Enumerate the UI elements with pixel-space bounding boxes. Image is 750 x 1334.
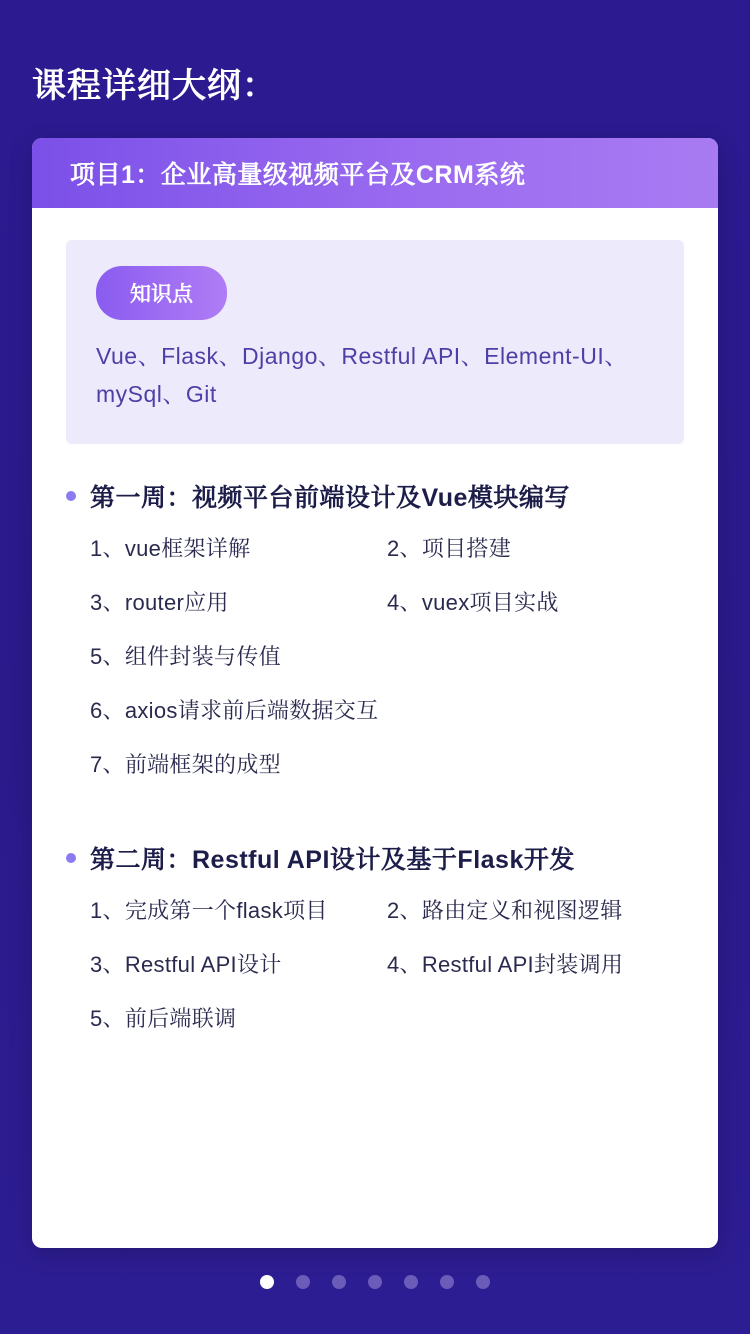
knowledge-points-box <box>66 240 684 444</box>
bullet-icon <box>66 853 76 863</box>
knowledge-points-badge: 知识点 <box>96 266 227 320</box>
list-item: 3、Restful API设计 <box>90 951 282 977</box>
list-item: 1、完成第一个flask项目 <box>90 897 328 923</box>
week-title-1 <box>66 478 684 514</box>
week-2-items <box>66 884 684 1046</box>
list-item: 3、router应用 <box>90 589 229 615</box>
section-divider <box>66 792 684 834</box>
bullet-icon <box>66 491 76 501</box>
pagination-dot-5[interactable] <box>404 1275 418 1289</box>
week-section-1 <box>66 478 684 792</box>
knowledge-points-text: Vue、Flask、Django、Restful API、Element-UI、mySql、Git <box>96 343 628 407</box>
pagination-dot-3[interactable] <box>332 1275 346 1289</box>
list-item: 2、路由定义和视图逻辑 <box>387 897 623 923</box>
list-item: 5、前后端联调 <box>90 1005 237 1031</box>
pagination-dot-7[interactable] <box>476 1275 490 1289</box>
pagination-dot-6[interactable] <box>440 1275 454 1289</box>
week-title-1-label: 第一周：视频平台前端设计及Vue模块编写 <box>90 483 570 512</box>
pagination-dot-4[interactable] <box>368 1275 382 1289</box>
list-item: 1、vue框架详解 <box>90 535 251 561</box>
list-item: 6、axios请求前后端数据交互 <box>90 697 379 723</box>
pagination-dots[interactable] <box>0 1275 750 1289</box>
card-body <box>32 208 718 1248</box>
week-section-2 <box>66 840 684 1046</box>
pagination-dot-2[interactable] <box>296 1275 310 1289</box>
course-outline-card <box>32 138 718 1248</box>
list-item: 5、组件封装与传值 <box>90 643 281 669</box>
list-item: 4、Restful API封装调用 <box>387 951 624 977</box>
list-item: 4、vuex项目实战 <box>387 589 559 615</box>
list-item: 2、项目搭建 <box>387 535 512 561</box>
week-title-2-label: 第二周：Restful API设计及基于Flask开发 <box>90 845 575 874</box>
card-header-title: 项目1：企业高量级视频平台及CRM系统 <box>70 161 526 189</box>
week-title-2 <box>66 840 684 876</box>
week-1-items <box>66 522 684 792</box>
card-header <box>32 138 718 208</box>
list-item: 7、前端框架的成型 <box>90 751 281 777</box>
page-title: 课程详细大纲： <box>32 67 277 105</box>
pagination-dot-1[interactable] <box>260 1275 274 1289</box>
